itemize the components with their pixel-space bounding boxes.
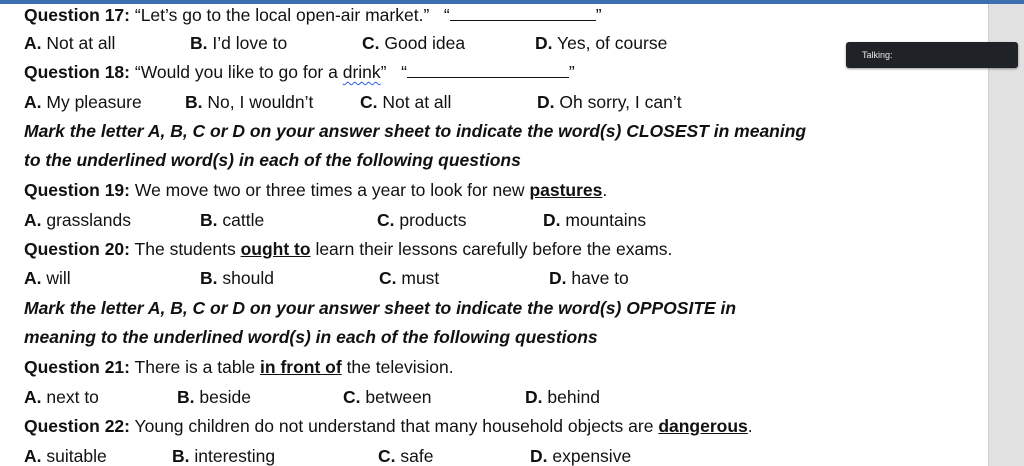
answer-blank: [407, 61, 569, 78]
question-20: [24, 238, 672, 260]
instruction-closest-line-2: to the underlined word(s) in each of the following questions: [24, 150, 521, 170]
talking-indicator[interactable]: [846, 42, 1018, 68]
quote-close: ”: [595, 5, 602, 25]
instruction-opposite-line-1: Mark the letter A, B, C or D on your answer sheet to indicate the word(s) OPPOSITE in: [24, 298, 737, 318]
option-letter: D.: [543, 210, 561, 230]
option-letter: B.: [200, 210, 218, 230]
option-text: products: [399, 210, 467, 230]
q20-option-b: [200, 267, 274, 289]
question-text-after: .: [602, 180, 608, 200]
option-letter: B.: [200, 268, 218, 288]
q20-option-a: [24, 267, 71, 289]
q18-option-c: [360, 91, 451, 113]
question-label: Question 21:: [24, 357, 130, 377]
option-text: behind: [547, 387, 600, 407]
option-text: must: [401, 268, 440, 288]
underlined-word: ought to: [240, 239, 311, 259]
option-text: Good idea: [384, 33, 466, 53]
option-letter: A.: [24, 268, 42, 288]
option-text: cattle: [222, 210, 265, 230]
question-17: [24, 4, 602, 26]
q17-option-a: [24, 32, 115, 54]
question-22: [24, 415, 753, 437]
underlined-word: pastures: [529, 180, 603, 200]
q22-option-d: [530, 445, 631, 466]
option-letter: C.: [378, 446, 396, 466]
option-text: next to: [46, 387, 99, 407]
option-text: expensive: [552, 446, 632, 466]
option-text: suitable: [46, 446, 107, 466]
option-letter: B.: [190, 33, 208, 53]
quote-close: ”: [568, 62, 575, 82]
q22-option-b: [172, 445, 275, 466]
question-text-before: There is a table: [134, 357, 256, 377]
document-page: [0, 4, 988, 466]
question-label: Question 17:: [24, 5, 130, 25]
question-label: Question 19:: [24, 180, 130, 200]
option-text: No, I wouldn’t: [207, 92, 314, 112]
q17-option-b: [190, 32, 287, 54]
option-letter: B.: [177, 387, 195, 407]
option-letter: D.: [530, 446, 548, 466]
question-19: [24, 179, 607, 201]
option-letter: A.: [24, 92, 42, 112]
option-text: My pleasure: [46, 92, 142, 112]
option-letter: B.: [185, 92, 203, 112]
option-text: beside: [199, 387, 251, 407]
question-text-before: “Would you like to go for a: [134, 62, 338, 82]
q19-option-c: [377, 209, 467, 231]
option-letter: A.: [24, 387, 42, 407]
option-letter: B.: [172, 446, 190, 466]
q19-option-b: [200, 209, 264, 231]
question-text-before: Young children do not understand that many household objects are: [134, 416, 654, 436]
answer-blank: [450, 4, 596, 21]
q19-option-d: [543, 209, 646, 231]
q21-option-a: [24, 386, 99, 408]
question-text-after: .: [747, 416, 753, 436]
q20-option-c: [379, 267, 439, 289]
underlined-word: dangerous: [658, 416, 748, 436]
talking-label: Talking:: [862, 50, 893, 60]
quote-open: “: [443, 5, 450, 25]
question-18: [24, 61, 575, 83]
option-text: will: [46, 268, 71, 288]
option-letter: C.: [379, 268, 397, 288]
option-letter: C.: [362, 33, 380, 53]
option-letter: D.: [525, 387, 543, 407]
question-label: Question 18:: [24, 62, 130, 82]
option-letter: A.: [24, 210, 42, 230]
q20-option-d: [549, 267, 629, 289]
option-letter: C.: [360, 92, 378, 112]
q22-option-a: [24, 445, 107, 466]
option-letter: A.: [24, 446, 42, 466]
option-text: have to: [571, 268, 629, 288]
quote-open: “: [401, 62, 407, 82]
instruction-closest-line-1: Mark the letter A, B, C or D on your answer sheet to indicate the word(s) CLOSEST in meaning: [24, 121, 807, 141]
option-text: mountains: [565, 210, 647, 230]
option-text: should: [222, 268, 274, 288]
q21-option-d: [525, 386, 600, 408]
question-label: Question 20:: [24, 239, 130, 259]
q19-option-a: [24, 209, 131, 231]
option-text: Not at all: [46, 33, 116, 53]
option-text: safe: [400, 446, 434, 466]
question-text-before: We move two or three times a year to look for new: [134, 180, 525, 200]
q18-option-b: [185, 91, 313, 113]
q18-option-a: [24, 91, 142, 113]
option-letter: C.: [377, 210, 395, 230]
option-text: Oh sorry, I can’t: [559, 92, 682, 112]
instruction-opposite-line-2: meaning to the underlined word(s) in each of the following questions: [24, 327, 598, 347]
option-letter: A.: [24, 33, 42, 53]
option-letter: D.: [537, 92, 555, 112]
q21-option-b: [177, 386, 251, 408]
question-text-after: learn their lessons carefully before the exams.: [315, 239, 673, 259]
question-text-after: the television.: [346, 357, 454, 377]
option-text: between: [365, 387, 432, 407]
q18-option-d: [537, 91, 682, 113]
option-text: grasslands: [46, 210, 132, 230]
q17-option-d: [535, 32, 667, 54]
question-21: [24, 356, 454, 378]
right-side-panel: [988, 4, 1024, 466]
option-text: Not at all: [382, 92, 452, 112]
q21-option-c: [343, 386, 432, 408]
question-text-after: ”: [380, 62, 387, 82]
q22-option-c: [378, 445, 433, 466]
question-label: Question 22:: [24, 416, 130, 436]
underlined-word: in front of: [260, 357, 342, 377]
option-letter: D.: [549, 268, 567, 288]
question-text-before: The students: [134, 239, 236, 259]
q17-option-c: [362, 32, 465, 54]
option-letter: C.: [343, 387, 361, 407]
option-letter: D.: [535, 33, 553, 53]
underlined-word: drink: [342, 62, 381, 82]
question-text: “Let’s go to the local open-air market.”: [134, 5, 430, 25]
option-text: interesting: [194, 446, 276, 466]
option-text: I’d love to: [212, 33, 288, 53]
option-text: Yes, of course: [557, 33, 668, 53]
